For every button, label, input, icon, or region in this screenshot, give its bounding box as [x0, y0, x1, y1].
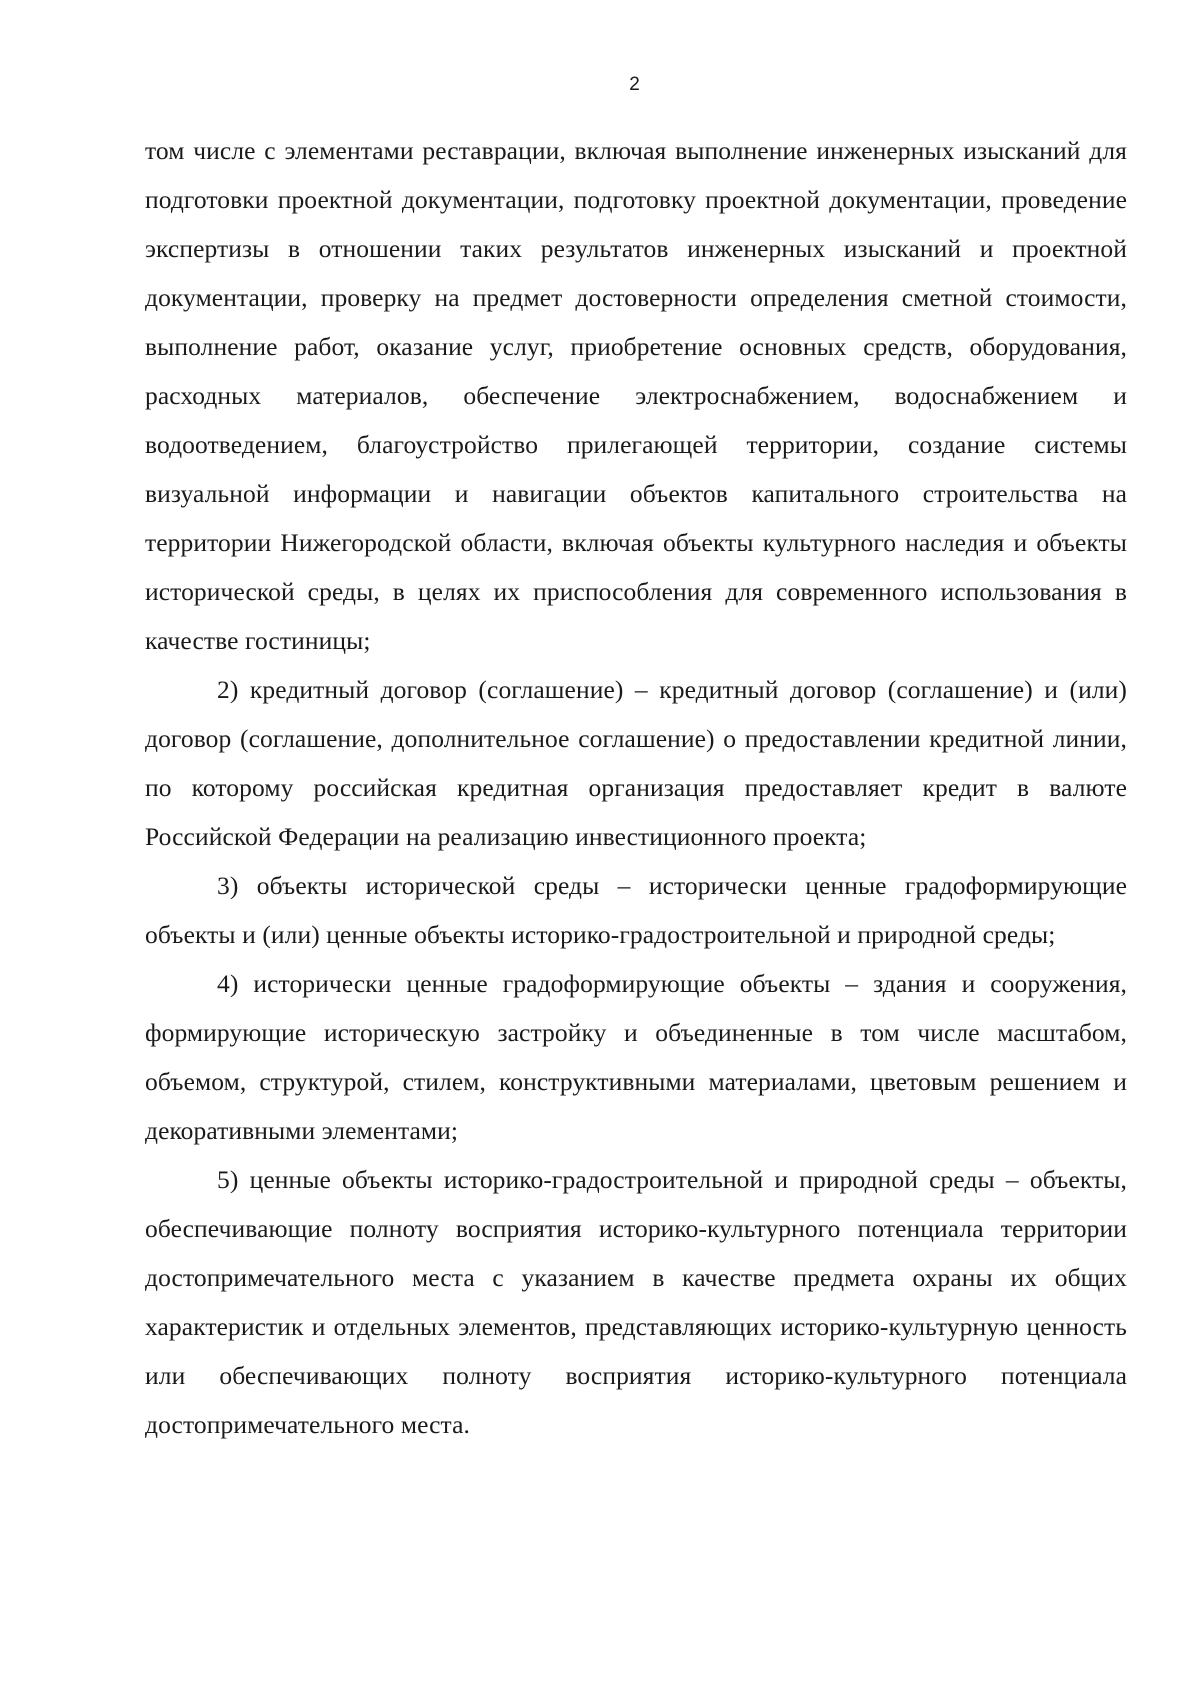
- paragraph-item-3: 3) объекты исторической среды – исторически ценные градоформирующие объекты и (или) ценные объекты историко-градостроительной и природной среды;: [145, 871, 1127, 949]
- page-number: 2: [629, 74, 640, 95]
- paragraph-item-4: 4) исторически ценные градоформирующие объекты – здания и сооружения, формирующие историческую застройку и объединенные в том числе масштабом, объемом, структурой, стилем, конструктивными материалами, цветовым решением и декоративными элементами;: [145, 969, 1127, 1145]
- paragraph-continuation: том числе с элементами реставрации, включая выполнение инженерных изысканий для подготовки проектной документации, подготовку проектной документации, проведение экспертизы в отношении таких результатов инженерных изысканий и проектной документации, проверку на предмет достоверности определения сметной стоимости, выполнение работ, оказание услуг, приобретение основных средств, оборудования, расходных материалов, обеспечение электроснабжением, водоснабжением и водоотведением, благоустройство прилегающей территории, создание системы визуальной информации и навигации объектов капитального строительства на территории Нижегородской области, включая объекты культурного наследия и объекты исторической среды, в целях их приспособления для современного использования в качестве гостиницы;: [145, 136, 1127, 655]
- paragraph-item-5: 5) ценные объекты историко-градостроительной и природной среды – объекты, обеспечивающие полноту восприятия историко-культурного потенциала территории достопримечательного места с указанием в качестве предмета охраны их общих характеристик и отдельных элементов, представляющих историко-культурную ценность или обеспечивающих полноту восприятия историко-культурного потенциала достопримечательного места.: [145, 1165, 1127, 1439]
- paragraph-item-2: 2) кредитный договор (соглашение) – кредитный договор (соглашение) и (или) договор (соглашение, дополнительное соглашение) о предоставлении кредитной линии, по которому российская кредитная организация предоставляет кредит в валюте Российской Федерации на реализацию инвестиционного проекта;: [145, 675, 1127, 851]
- document-body: [145, 126, 1127, 1449]
